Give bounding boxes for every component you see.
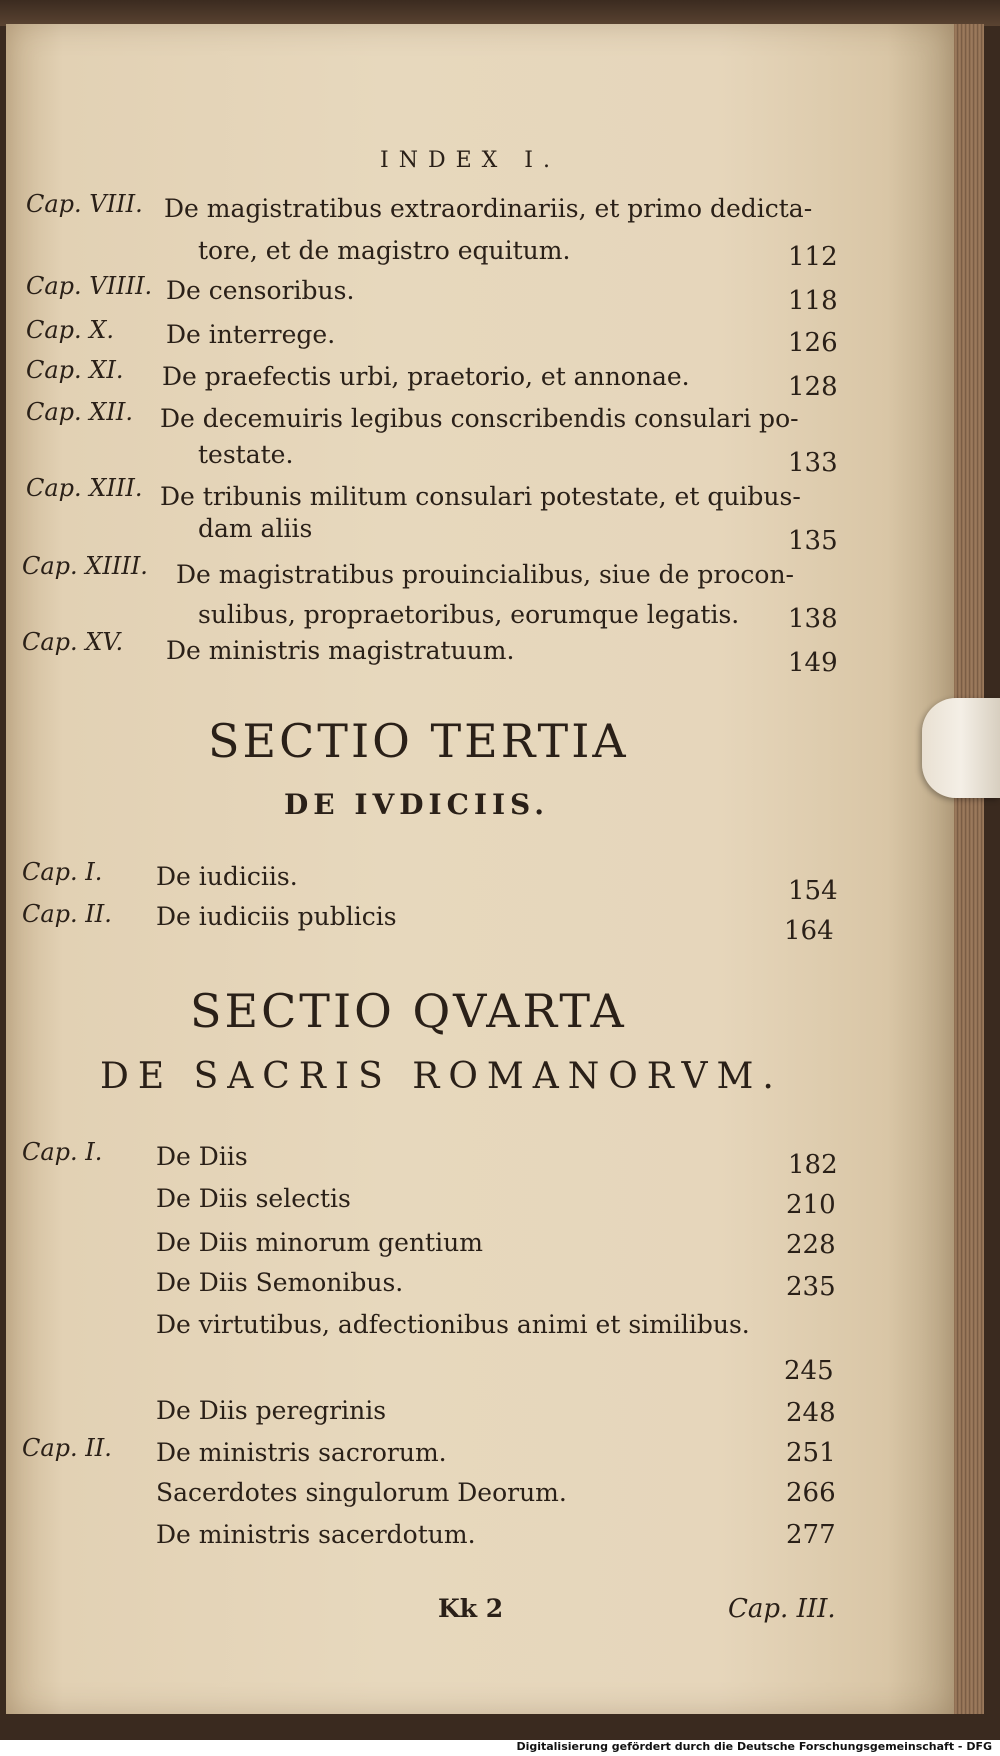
entry-cap-label: Cap. XI. <box>26 356 124 384</box>
entry-text: De Diis peregrinis <box>156 1396 387 1425</box>
page-number: 251 <box>786 1438 836 1468</box>
entry-text: De tribunis militum consulari potestate, et quibus- <box>160 482 801 511</box>
entry-cap-label: Cap. X. <box>26 316 115 344</box>
entry-cap-label: Cap. XIII. <box>26 474 143 502</box>
entry-text: De Diis <box>156 1142 248 1171</box>
entry-text: De Diis Semonibus. <box>156 1268 404 1297</box>
section-subtitle: DE IVDICIIS. <box>284 788 550 821</box>
section-title: SECTIO QVARTA <box>190 984 627 1038</box>
entry-cap-label: Cap. VIIII. <box>26 272 153 300</box>
page-number: 210 <box>786 1190 836 1220</box>
page-number: 138 <box>788 604 838 634</box>
entry-text: De virtutibus, adfectionibus animi et similibus. <box>156 1310 750 1339</box>
entry-text: De Diis selectis <box>156 1184 351 1213</box>
page-number: 248 <box>786 1398 836 1428</box>
entry-text: tore, et de magistro equitum. <box>198 236 571 265</box>
entry-text: De iudiciis. <box>156 862 298 891</box>
running-title: INDEX I. <box>380 148 560 173</box>
catchword: Cap. III. <box>728 1594 836 1624</box>
page-edges <box>954 24 984 1714</box>
page-number: 154 <box>788 876 838 906</box>
section-title: SECTIO TERTIA <box>208 714 629 768</box>
page-number: 128 <box>788 372 838 402</box>
page-number: 133 <box>788 448 838 478</box>
entry-text: dam aliis <box>198 514 313 543</box>
entry-text: Sacerdotes singulorum Deorum. <box>156 1478 567 1507</box>
entry-text: De censoribus. <box>166 276 355 305</box>
entry-cap-label: Cap. XV. <box>22 628 124 656</box>
entry-cap-label: Cap. II. <box>22 900 112 928</box>
page-number: 126 <box>788 328 838 358</box>
entry-text: testate. <box>198 440 294 469</box>
digitization-footer <box>0 1740 1000 1756</box>
entry-text: De magistratibus extraordinariis, et primo dedicta- <box>164 194 813 223</box>
entry-cap-label: Cap. II. <box>22 1434 112 1462</box>
entry-cap-label: Cap. XII. <box>26 398 133 426</box>
entry-text: De ministris magistratuum. <box>166 636 515 665</box>
page-clip <box>922 698 1000 798</box>
page-number: 149 <box>788 648 838 678</box>
page-number: 277 <box>786 1520 836 1550</box>
entry-cap-label: Cap. I. <box>22 1138 103 1166</box>
entry-text: sulibus, propraetoribus, eorumque legatis. <box>198 600 740 629</box>
page-number: 228 <box>786 1230 836 1260</box>
page-number: 118 <box>788 286 838 316</box>
entry-text: De decemuiris legibus conscribendis consulari po- <box>160 404 799 433</box>
page-number: 135 <box>788 526 838 556</box>
digitization-note: Digitalisierung gefördert durch die Deutsche Forschungsgemeinschaft - DFG <box>516 1740 992 1753</box>
entry-cap-label: Cap. VIII. <box>26 190 143 218</box>
entry-cap-label: Cap. XIIII. <box>22 552 148 580</box>
entry-text: De praefectis urbi, praetorio, et annonae. <box>162 362 690 391</box>
entry-text: De magistratibus prouincialibus, siue de procon- <box>176 560 794 589</box>
page-number: 245 <box>784 1356 834 1386</box>
entry-text: De iudiciis publicis <box>156 902 397 931</box>
book-cover-top <box>0 0 1000 26</box>
signature-mark: Kk 2 <box>438 1594 504 1623</box>
page-number: 182 <box>788 1150 838 1180</box>
page-number: 112 <box>788 242 838 272</box>
entry-text: De ministris sacerdotum. <box>156 1520 476 1549</box>
entry-text: De Diis minorum gentium <box>156 1228 483 1257</box>
entry-text: De ministris sacrorum. <box>156 1438 447 1467</box>
section-subtitle: DE SACRIS ROMANORVM. <box>100 1056 783 1097</box>
entry-cap-label: Cap. I. <box>22 858 103 886</box>
entry-text: De interrege. <box>166 320 336 349</box>
page-number: 235 <box>786 1272 836 1302</box>
page-number: 164 <box>784 916 834 946</box>
page-number: 266 <box>786 1478 836 1508</box>
